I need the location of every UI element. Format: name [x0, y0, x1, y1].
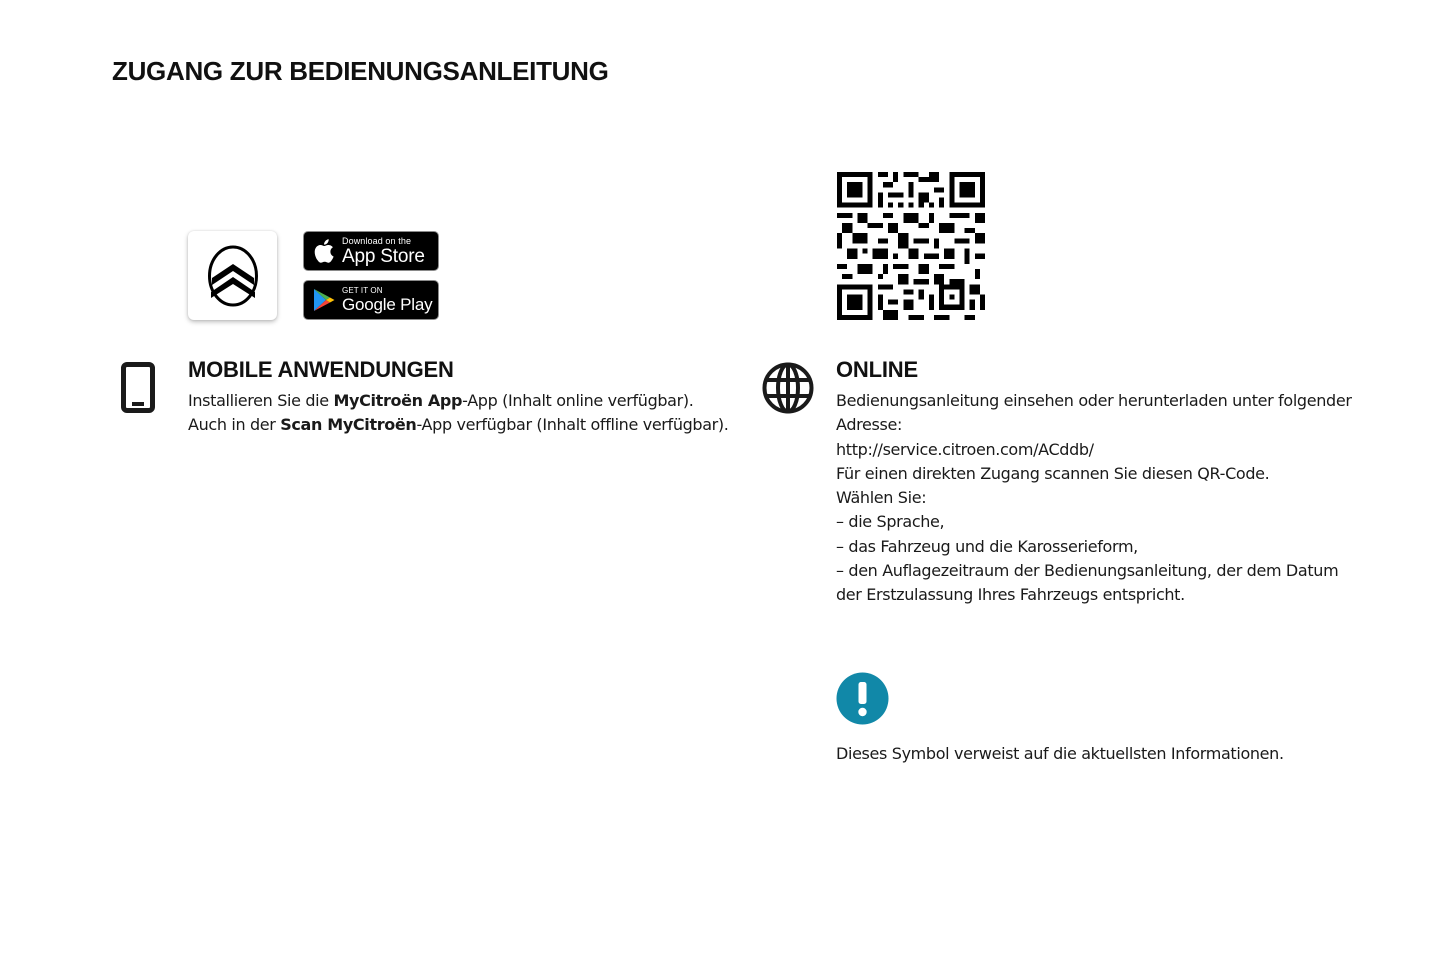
choose-label: Wählen Sie: [836, 488, 927, 508]
list-item: – die Sprache, [836, 512, 945, 532]
google-play-badge[interactable] [303, 280, 439, 320]
app-name-scan-mycitroen: Scan MyCitroën [280, 415, 417, 435]
info-symbol-description [836, 742, 1284, 766]
manual-url-link[interactable]: http://service.citroen.com/ACddb/ [836, 439, 1094, 459]
text: Installieren Sie die [188, 391, 334, 410]
app-name-mycitroen: MyCitroën App [333, 391, 463, 410]
online-title: ONLINE [836, 357, 918, 382]
mobile-line-2 [188, 413, 729, 437]
apple-icon [310, 239, 338, 263]
online-description [836, 389, 1356, 608]
google-play-icon [310, 288, 338, 312]
citroen-logo-icon [207, 244, 259, 308]
text: -App (Inhalt online verfügbar). [462, 391, 694, 410]
app-store-small-label: Download on the [342, 235, 412, 246]
mobile-line-1 [188, 389, 729, 413]
info-text: Dieses Symbol verweist auf die aktuellsten Informationen. [836, 744, 1284, 763]
app-store-label: App Store [342, 245, 425, 267]
google-play-label: Google Play [342, 295, 433, 314]
mobile-apps-description [188, 389, 729, 438]
list-item-continuation: der Erstzulassung Ihres Fahrzeugs entspricht. [836, 585, 1185, 605]
page-title: ZUGANG ZUR BEDIENUNGSANLEITUNG [112, 56, 609, 86]
globe-icon [762, 362, 814, 418]
text: Auch in der [188, 415, 281, 435]
smartphone-icon [121, 362, 155, 417]
scan-instruction: Für einen direkten Zugang scannen Sie diesen QR-Code. [836, 463, 1270, 483]
list-item: – das Fahrzeug und die Karosserieform, [836, 536, 1138, 556]
online-intro-line-2: Adresse: [836, 415, 902, 435]
mobile-apps-title: MOBILE ANWENDUNGEN [188, 357, 454, 382]
google-play-small-label: GET IT ON [342, 286, 383, 295]
qr-code-icon[interactable] [837, 172, 985, 320]
online-intro-line-1: Bedienungsanleitung einsehen oder herunterladen unter folgender [836, 391, 1352, 410]
exclamation-info-icon [836, 672, 889, 729]
app-store-badge[interactable] [303, 231, 439, 271]
mycitroen-app-tile[interactable] [188, 231, 277, 320]
list-item: – den Auflagezeitraum der Bedienungsanleitung, der dem Datum [836, 561, 1339, 581]
text: -App verfügbar (Inhalt offline verfügbar). [416, 415, 729, 435]
